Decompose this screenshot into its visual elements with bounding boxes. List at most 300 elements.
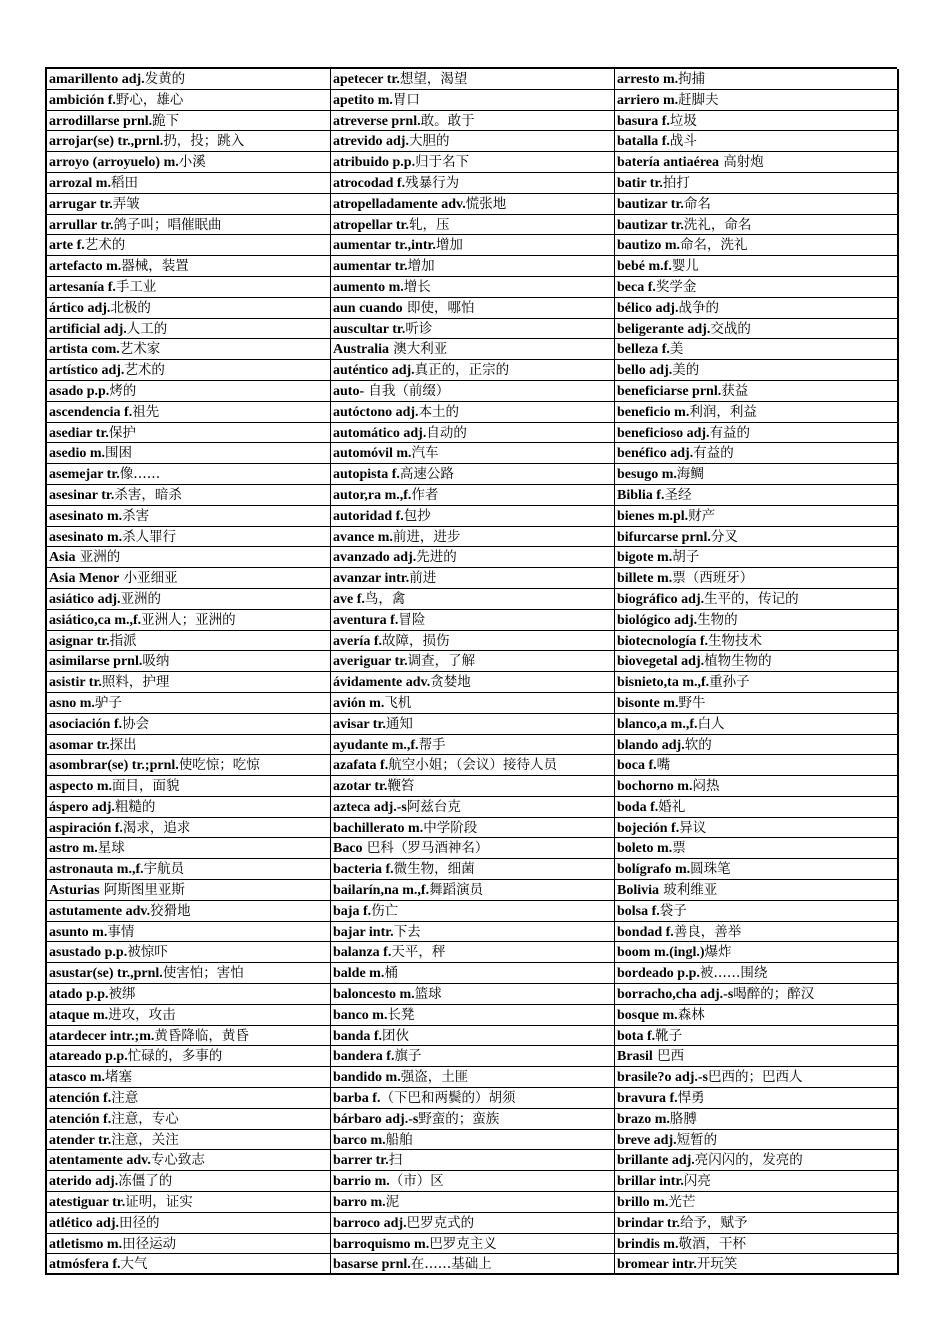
table-cell [331,693,615,714]
entry-meaning: 鸟，禽 [364,590,406,607]
table-cell [47,651,331,672]
entry-meaning: 闪亮 [683,1173,711,1190]
entry-term: biológico adj. [617,612,698,628]
entry-term: bacteria f. [333,862,394,878]
entry-term: artesanía f. [49,279,116,295]
table-cell [615,1171,899,1192]
entry-term: bautizar tr. [617,196,684,212]
entry-meaning: 通知 [385,715,413,732]
entry-term: ambición f. [49,92,116,108]
entry-meaning: 手工业 [115,278,157,295]
entry-term: brillo m. [617,1195,669,1211]
table-cell [615,152,899,173]
table-cell [331,1254,615,1275]
entry-term: atareado p.p. [49,1049,128,1065]
entry-meaning: 野牛 [678,694,706,711]
table-cell [331,506,615,527]
table-cell [47,381,331,402]
entry-meaning: 敢。敢于 [420,112,475,129]
entry-meaning: 渴求，追求 [122,819,191,836]
entry-term: biográfico adj. [617,591,705,607]
entry-meaning: 生物技术 [708,632,762,649]
table-cell [615,1234,899,1255]
entry-term: barrio m. [333,1174,390,1190]
entry-term: bandido m. [333,1070,401,1086]
table-cell [615,797,899,818]
table-cell [615,838,899,859]
entry-term: bordeado p.p. [617,966,700,982]
table-cell [615,381,899,402]
entry-meaning: 艺术的 [124,362,165,379]
table-cell [615,672,899,693]
entry-meaning: 亚洲人；亚洲的 [141,611,236,628]
table-cell [47,90,331,111]
entry-term: barco m. [333,1132,386,1148]
entry-term: atropellar tr. [333,217,409,233]
entry-meaning: 团伙 [382,1027,410,1044]
entry-meaning: 巴西的；巴西人 [708,1069,803,1086]
entry-meaning: 慌张地 [465,195,507,212]
table-cell [615,714,899,735]
entry-term: ávidamente adv. [333,675,431,691]
table-cell [331,589,615,610]
entry-term: bota f. [617,1028,656,1044]
entry-term: aspiración f. [49,820,123,836]
entry-meaning: 伤亡 [371,902,399,919]
entry-term: atención f. [49,1111,112,1127]
entry-meaning: 指派 [109,632,137,649]
entry-meaning: 战斗 [669,133,697,150]
table-cell [615,1026,899,1047]
entry-term: avanzado adj. [333,550,417,566]
entry-meaning: 冻僵了的 [118,1173,173,1190]
table-cell [615,880,899,901]
entry-term: brillar intr. [617,1174,684,1190]
entry-term: Baco [333,841,363,857]
entry-meaning: 微生物，细菌 [393,861,475,878]
table-cell [615,1192,899,1213]
entry-term: apetecer tr. [333,72,400,87]
entry-meaning: 垃圾 [669,112,697,129]
entry-term: beneficio m. [617,404,690,420]
entry-meaning: 杀害，暗杀 [114,486,182,503]
entry-meaning: 高射炮 [719,154,764,171]
entry-meaning: （下巴和两鬓的）胡须 [380,1090,516,1107]
entry-term: bautizar tr. [617,217,684,233]
table-cell [331,963,615,984]
entry-meaning: （市）区 [389,1173,444,1190]
entry-meaning: 获益 [721,382,749,399]
entry-meaning: 交战的 [710,320,751,337]
entry-term: asediar tr. [49,425,109,441]
entry-term: bárbaro adj.-s [333,1111,419,1127]
entry-meaning: 命名，洗礼 [680,237,748,254]
entry-term: avanzar intr. [333,571,410,587]
table-cell [615,464,899,485]
entry-term: asedio m. [49,446,105,462]
entry-meaning: 圆珠笔 [690,861,731,878]
table-cell [331,131,615,152]
entry-meaning: 飞机 [384,694,412,711]
table-cell [47,797,331,818]
entry-meaning: 田径的 [118,1214,160,1231]
entry-term: autopista f. [333,467,400,483]
entry-term: arroyo (arroyuelo) m. [49,155,179,171]
entry-term: autor,ra m.,f. [333,487,412,503]
entry-term: basura f. [617,113,670,129]
entry-meaning: 野心，雄心 [115,91,184,108]
entry-meaning: 杀人罪行 [122,528,177,545]
entry-term: Bolivia [617,883,660,899]
entry-term: Asturias [49,883,100,899]
entry-meaning: 靴子 [655,1027,683,1044]
entry-meaning: 粗糙的 [114,798,156,815]
table-cell [615,443,899,464]
entry-term: Asia [49,550,76,566]
table-cell [47,1067,331,1088]
table-cell [331,69,615,90]
table-cell [47,277,331,298]
entry-meaning: 巴罗克式的 [406,1214,475,1231]
table-cell [47,298,331,319]
entry-term: ascendencia f. [49,404,133,420]
table-cell [47,215,331,236]
table-cell [615,1088,899,1109]
entry-term: azteca adj.-s [333,799,407,815]
table-cell [47,735,331,756]
entry-meaning: 有益的 [693,445,734,462]
entry-term: asno m. [49,695,95,711]
entry-meaning: 真正的，正宗的 [414,362,510,379]
entry-term: boleto m. [617,841,673,857]
entry-term: bachillerato m. [333,820,424,836]
entry-term: ayudante m.,f. [333,737,419,753]
table-cell [615,506,899,527]
entry-meaning: 小溪 [178,154,206,171]
entry-meaning: 短暂的 [676,1131,718,1148]
entry-term: auto- [333,383,365,399]
entry-meaning: 喝醉的；醉汉 [733,986,815,1003]
table-cell [331,215,615,236]
entry-term: atentamente adv. [49,1153,151,1169]
entry-meaning: 协会 [122,715,150,732]
table-cell [47,1088,331,1109]
entry-meaning: 使吃惊；吃惊 [178,757,260,774]
entry-meaning: 事情 [107,923,135,940]
entry-term: atardecer intr.;m. [49,1028,155,1044]
entry-term: atribuido p.p. [333,155,416,171]
entry-term: brindis m. [617,1236,679,1252]
entry-meaning: 旗子 [394,1048,422,1065]
table-cell [47,1234,331,1255]
entry-term: aumentar tr. [333,259,408,275]
entry-term: batería antiaérea [617,155,719,171]
entry-meaning: 票 [672,840,686,857]
entry-term: beca f. [617,279,656,295]
entry-term: belleza f. [617,342,670,358]
table-cell [47,319,331,340]
entry-meaning: 奖学金 [655,278,697,295]
entry-term: besugo m. [617,467,677,483]
entry-term: bello adj. [617,363,673,379]
table-cell [331,838,615,859]
entry-meaning: 下去 [393,923,421,940]
entry-meaning: 长凳 [387,1006,415,1023]
entry-term: balde m. [333,966,385,982]
table-cell [47,693,331,714]
entry-term: Asia Menor [49,571,120,587]
entry-meaning: 婚礼 [658,798,686,815]
entry-meaning: 照料，护理 [101,674,170,691]
entry-term: asignar tr. [49,633,110,649]
entry-term: bifurcarse prnl. [617,529,711,545]
entry-term: bravura f. [617,1091,678,1107]
entry-term: auténtico adj. [333,363,415,379]
table-cell [47,194,331,215]
entry-term: bondad f. [617,924,674,940]
table-cell [331,381,615,402]
entry-term: ataque m. [49,1007,109,1023]
entry-meaning: 冒险 [398,611,426,628]
entry-term: barba f. [333,1091,381,1107]
entry-meaning: 嘴 [656,757,671,774]
entry-meaning: 增加 [435,237,463,254]
entry-term: brasile?o adj.-s [617,1070,708,1086]
entry-meaning: 大胆的 [408,133,450,150]
entry-term: ártico adj. [49,300,111,316]
entry-meaning: 包抄 [403,507,431,524]
entry-term: Brasil [617,1049,653,1065]
entry-meaning: 吸纳 [142,653,170,670]
table-cell [331,1088,615,1109]
entry-term: avión m. [333,695,385,711]
table-cell [615,693,899,714]
table-cell [331,568,615,589]
entry-meaning: 敬酒，干杯 [678,1235,746,1252]
entry-term: atrocodad f. [333,175,406,191]
entry-meaning: 开玩笑 [696,1256,738,1273]
table-cell [47,672,331,693]
entry-meaning: 杀害 [122,507,150,524]
table-cell [331,901,615,922]
entry-meaning: 中学阶段 [423,819,478,836]
table-cell [331,651,615,672]
entry-meaning: 亮闪闪的，发亮的 [694,1152,803,1169]
entry-term: atletismo m. [49,1236,123,1252]
table-cell [47,984,331,1005]
entry-meaning: 巴科（罗马酒神名） [362,840,489,857]
table-cell [47,69,331,90]
table-cell [47,464,331,485]
entry-term: bebé m.f. [617,259,672,275]
entry-meaning: 海鲷 [676,466,704,483]
table-cell [331,1171,615,1192]
entry-term: atrevido adj. [333,134,409,150]
table-cell [47,1150,331,1171]
entry-term: atado p.p. [49,987,109,1003]
entry-meaning: 注意 [111,1090,139,1107]
entry-term: atreverse prnl. [333,113,421,129]
table-cell [615,568,899,589]
entry-meaning: 舞蹈演员 [429,882,484,899]
table-cell [331,90,615,111]
table-cell [47,152,331,173]
table-cell [47,1213,331,1234]
table-cell [331,1067,615,1088]
entry-meaning: 命名 [683,195,711,212]
entry-meaning: 进攻，攻击 [108,1006,176,1023]
entry-term: bailarín,na m.,f. [333,883,430,899]
column-3 [615,69,899,1275]
entry-term: batir tr. [617,175,663,191]
entry-meaning: 异议 [679,819,707,836]
entry-term: averiguar tr. [333,654,408,670]
entry-meaning: 黄昏降临，黄昏 [154,1027,249,1044]
table-cell [331,1213,615,1234]
entry-meaning: 听诊 [405,320,433,337]
entry-term: blanco,a m.,f. [617,716,698,732]
table-cell [615,818,899,839]
table-cell [47,423,331,444]
table-cell [615,360,899,381]
table-cell [331,1046,615,1067]
entry-term: baloncesto m. [333,987,415,1003]
entry-meaning: 被……围绕 [699,965,768,982]
table-cell [615,1254,899,1275]
entry-meaning: 分叉 [710,528,738,545]
entry-term: áspero adj. [49,799,115,815]
table-cell [331,610,615,631]
entry-meaning: 贪婪地 [430,674,471,691]
table-cell [331,339,615,360]
entry-term: blando adj. [617,737,685,753]
entry-meaning: 被绑 [108,986,136,1003]
entry-term: arrodillarse prnl. [49,113,153,129]
table-cell [615,194,899,215]
entry-term: breve adj. [617,1132,677,1148]
entry-term: asomar tr. [49,737,110,753]
table-cell [615,1067,899,1088]
table-cell [47,755,331,776]
entry-meaning: 美的 [672,362,700,379]
table-cell [331,776,615,797]
table-cell [331,735,615,756]
entry-meaning: 高速公路 [399,466,454,483]
entry-term: baja f. [333,903,372,919]
entry-meaning: 善良，善举 [673,923,742,940]
entry-meaning: 帮手 [418,736,446,753]
entry-meaning: 生物的 [697,611,738,628]
table-cell [47,859,331,880]
entry-meaning: 亚洲的 [75,549,121,566]
entry-term: atestiguar tr. [49,1195,126,1211]
table-cell [47,173,331,194]
entry-meaning: 前进 [409,570,437,587]
entry-meaning: 泥 [385,1194,400,1211]
entry-meaning: 野蛮的；蛮族 [418,1110,500,1127]
entry-meaning: 注意，关注 [111,1131,179,1148]
table-cell [47,1254,331,1275]
entry-term: asombrar(se) tr.;prnl. [49,758,179,774]
entry-term: bromear intr. [617,1257,697,1273]
table-cell [331,755,615,776]
entry-meaning: 在……基础上 [410,1256,492,1273]
table-cell [47,547,331,568]
table-cell [47,1046,331,1067]
table-cell [331,1234,615,1255]
entry-term: arresto m. [617,72,679,87]
entry-meaning: 闷热 [692,778,720,795]
entry-meaning: 战争的 [678,299,719,316]
table-cell [615,589,899,610]
entry-meaning: 白人 [697,715,725,732]
table-cell [331,880,615,901]
table-cell [331,1109,615,1130]
table-cell [47,714,331,735]
entry-meaning: 扫 [388,1152,403,1169]
entry-term: bélico adj. [617,300,679,316]
table-cell [615,1109,899,1130]
table-cell [47,1192,331,1213]
entry-term: atropelladamente adv. [333,196,466,212]
table-cell [331,173,615,194]
entry-term: avance m. [333,529,393,545]
table-cell [615,527,899,548]
entry-term: asimilarse prnl. [49,654,143,670]
table-cell [47,776,331,797]
entry-meaning: 赶脚夫 [678,91,719,108]
entry-term: amarillento adj. [49,72,145,87]
table-cell [47,1005,331,1026]
entry-meaning: 星球 [97,840,125,857]
table-cell [615,963,899,984]
entry-meaning: 亚洲的 [120,590,162,607]
entry-meaning: 胃口 [392,91,420,108]
table-cell [47,838,331,859]
table-cell [331,984,615,1005]
entry-term: brazo m. [617,1111,670,1127]
entry-meaning: 船舶 [385,1131,413,1148]
entry-term: Biblia f. [617,487,665,503]
entry-meaning: 自我（前缀） [364,382,450,399]
entry-term: arrojar(se) tr.,prnl. [49,134,164,150]
entry-meaning: 桶 [384,965,398,982]
entry-meaning: 作者 [411,486,439,503]
table-cell [615,547,899,568]
entry-meaning: 残暴行为 [405,174,460,191]
table-cell [615,859,899,880]
entry-term: barrer tr. [333,1153,389,1169]
entry-meaning: 拘捕 [678,71,706,87]
entry-meaning: 强盗，土匪 [400,1069,469,1086]
table-cell [615,90,899,111]
entry-meaning: 保护 [108,424,136,441]
table-cell [331,818,615,839]
entry-term: aun cuando [333,300,403,316]
table-cell [47,610,331,631]
table-cell [47,339,331,360]
table-cell [331,256,615,277]
entry-term: asemejar tr. [49,467,120,483]
entry-meaning: 像…… [119,466,161,483]
table-cell [47,942,331,963]
table-cell [47,880,331,901]
table-cell [615,173,899,194]
entry-term: astutamente adv. [49,903,151,919]
entry-meaning: 巴罗克主义 [429,1235,497,1252]
table-cell [331,1005,615,1026]
table-cell [47,443,331,464]
